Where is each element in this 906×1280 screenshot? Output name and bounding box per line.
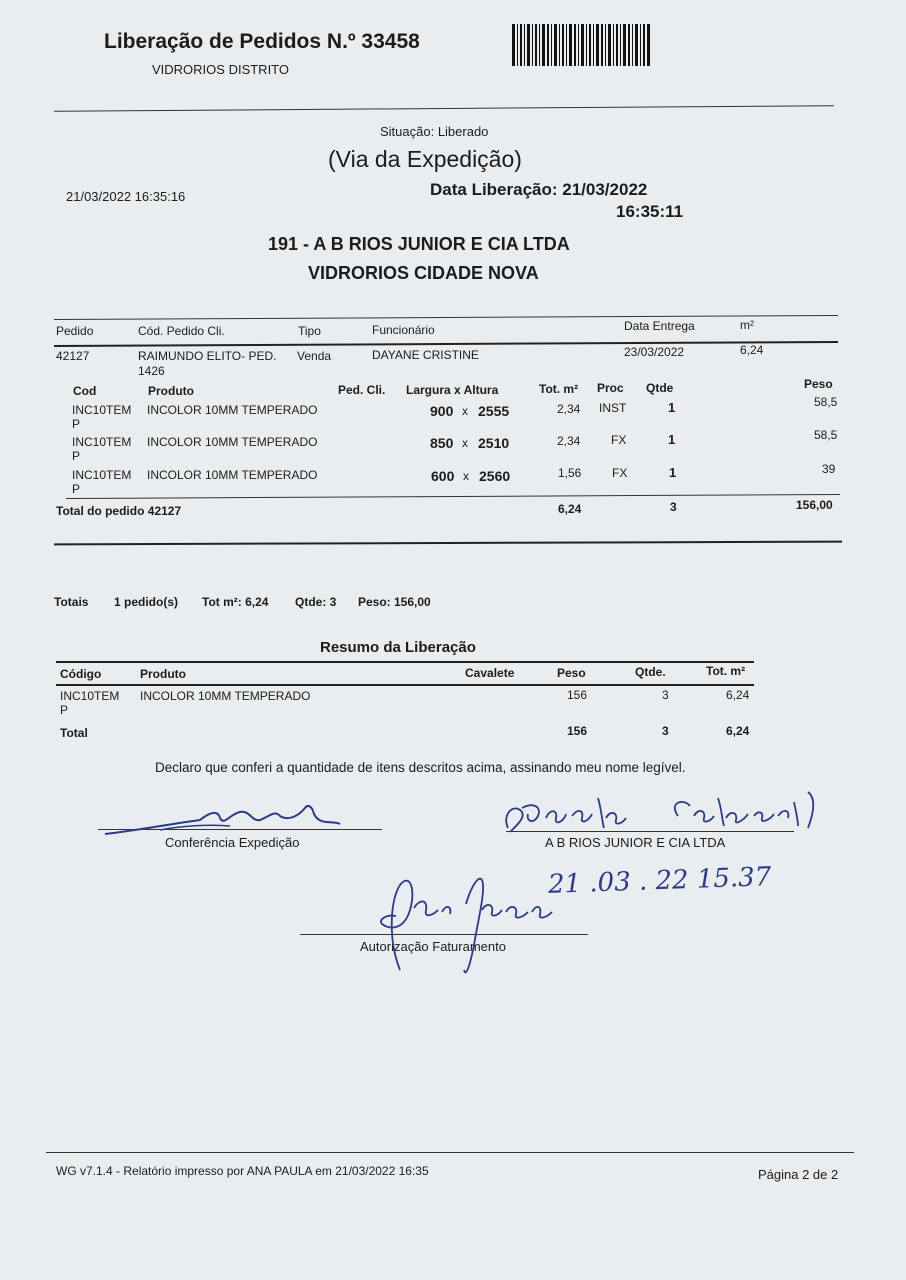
- barcode: [512, 24, 652, 66]
- summary-col-tot-m2: Tot. m²: [706, 664, 746, 678]
- client-name: 191 - A B RIOS JUNIOR E CIA LTDA: [268, 234, 570, 254]
- item-largura: 900: [430, 403, 454, 419]
- summary-row-tot-m2: 6,24: [726, 688, 750, 702]
- items-col-qtde: Qtde: [646, 381, 674, 395]
- items-col-produto: Produto: [148, 384, 194, 398]
- conferencia-signature: [100, 800, 350, 840]
- item-qtde: 1: [669, 465, 677, 480]
- declaration-text: Declaro que conferi a quantidade de itens descritos acima, assinando meu nome legível.: [155, 760, 686, 775]
- order-cod-cli-2: 1426: [138, 364, 165, 378]
- summary-total-qtde: 3: [662, 724, 669, 738]
- items-col-tot-m2: Tot. m²: [539, 382, 579, 396]
- totals-pedidos: 1 pedido(s): [114, 595, 179, 609]
- item-produto: INCOLOR 10MM TEMPERADO: [147, 403, 318, 417]
- summary-col-cavalete: Cavalete: [465, 666, 515, 680]
- footer-report-info: WG v7.1.4 - Relatório impresso por ANA PAULA em 21/03/2022 16:35: [56, 1164, 429, 1178]
- item-cod: INC10TEM: [72, 468, 132, 482]
- client-store: VIDRORIOS CIDADE NOVA: [308, 263, 539, 283]
- client-signature-label: A B RIOS JUNIOR E CIA LTDA: [545, 835, 726, 850]
- footer-page-number: Página 2 de 2: [758, 1167, 839, 1182]
- printed-at: 21/03/2022 16:35:16: [66, 189, 186, 204]
- document-title: Liberação de Pedidos N.º 33458: [104, 30, 420, 53]
- order-total-qtde: 3: [670, 500, 677, 514]
- via-expedicao: (Via da Expedição): [328, 146, 522, 172]
- company-name: VIDRORIOS DISTRITO: [152, 62, 289, 77]
- order-total-m2: 6,24: [558, 502, 582, 516]
- item-largura: 850: [430, 435, 454, 451]
- item-cod-2: P: [72, 449, 81, 463]
- item-cod: INC10TEM: [72, 435, 132, 449]
- item-altura: 2555: [478, 403, 510, 419]
- items-col-peso: Peso: [804, 377, 833, 391]
- summary-title: Resumo da Liberação: [320, 639, 476, 656]
- order-cod-cli: RAIMUNDO ELITO- PED.: [138, 349, 277, 363]
- footer-divider: [46, 1152, 854, 1153]
- order-funcionario: DAYANE CRISTINE: [372, 348, 479, 362]
- col-tipo: Tipo: [298, 324, 321, 338]
- items-col-proc: Proc: [597, 381, 624, 395]
- summary-total-peso: 156: [567, 724, 588, 738]
- item-x: x: [463, 469, 469, 483]
- summary-top-line: [56, 661, 754, 663]
- order-total-label: Total do pedido 42127: [56, 504, 182, 518]
- release-date: Data Liberação: 21/03/2022: [430, 180, 648, 199]
- summary-col-codigo: Código: [60, 667, 102, 681]
- header-divider: [54, 105, 834, 111]
- item-qtde: 1: [668, 400, 676, 415]
- summary-col-qtde: Qtde.: [635, 665, 666, 679]
- summary-col-produto: Produto: [140, 667, 186, 681]
- totals-peso: Peso: 156,00: [358, 595, 431, 609]
- item-proc: FX: [611, 433, 627, 447]
- item-produto: INCOLOR 10MM TEMPERADO: [147, 435, 318, 449]
- order-m2: 6,24: [740, 343, 764, 357]
- items-col-largura-altura: Largura x Altura: [406, 383, 499, 397]
- summary-col-peso: Peso: [557, 666, 586, 680]
- summary-row-qtde: 3: [662, 688, 669, 702]
- item-proc: INST: [599, 401, 627, 415]
- item-qtde: 1: [668, 432, 676, 447]
- col-pedido: Pedido: [56, 324, 94, 338]
- item-peso: 58,5: [814, 428, 838, 442]
- totals-tot-m2: Tot m²: 6,24: [202, 595, 269, 609]
- client-signature: [498, 788, 828, 840]
- totals-label: Totais: [54, 595, 89, 609]
- items-col-ped-cli: Ped. Cli.: [338, 383, 386, 397]
- order-total-line: [66, 494, 840, 499]
- item-altura: 2510: [478, 435, 510, 451]
- autorizacao-signature: [370, 860, 560, 985]
- conferencia-label: Conferência Expedição: [165, 835, 300, 850]
- summary-row-codigo: INC10TEM: [60, 689, 120, 703]
- summary-row-peso: 156: [567, 688, 588, 702]
- item-cod: INC10TEM: [72, 403, 132, 417]
- situacao: Situação: Liberado: [380, 124, 489, 139]
- autorizacao-label: Autorização Faturamento: [360, 939, 506, 954]
- handwritten-date: 21 .03 . 22 15.37: [547, 862, 772, 900]
- items-col-cod: Cod: [73, 384, 97, 398]
- order-tipo: Venda: [297, 349, 332, 363]
- col-m2: m²: [740, 318, 754, 332]
- item-x: x: [462, 436, 468, 450]
- summary-total-tot-m2: 6,24: [726, 724, 750, 738]
- col-data-entrega: Data Entrega: [624, 319, 695, 333]
- item-x: x: [462, 404, 468, 418]
- order-header-line: [54, 341, 838, 347]
- item-produto: INCOLOR 10MM TEMPERADO: [147, 468, 318, 482]
- item-largura: 600: [431, 468, 455, 484]
- item-altura: 2560: [479, 468, 511, 484]
- item-proc: FX: [612, 466, 628, 480]
- item-cod-2: P: [72, 417, 81, 431]
- release-time: 16:35:11: [616, 202, 684, 221]
- order-pedido: 42127: [56, 349, 90, 363]
- item-tot-m2: 2,34: [557, 402, 581, 416]
- order-total-peso: 156,00: [796, 498, 833, 512]
- summary-header-line: [56, 684, 754, 686]
- item-cod-2: P: [72, 482, 81, 496]
- item-peso: 39: [822, 462, 836, 476]
- summary-row-produto: INCOLOR 10MM TEMPERADO: [140, 689, 311, 703]
- totals-qtde: Qtde: 3: [295, 595, 337, 609]
- item-peso: 58,5: [814, 395, 838, 409]
- item-tot-m2: 2,34: [557, 434, 581, 448]
- order-bottom-line: [54, 541, 842, 546]
- col-funcionario: Funcionário: [372, 323, 435, 337]
- item-tot-m2: 1,56: [558, 466, 582, 480]
- order-entrega: 23/03/2022: [624, 345, 685, 359]
- col-cod-pedido-cli: Cód. Pedido Cli.: [138, 324, 225, 338]
- summary-total-label: Total: [60, 726, 88, 740]
- order-top-line: [54, 315, 838, 320]
- summary-row-codigo-2: P: [60, 703, 69, 717]
